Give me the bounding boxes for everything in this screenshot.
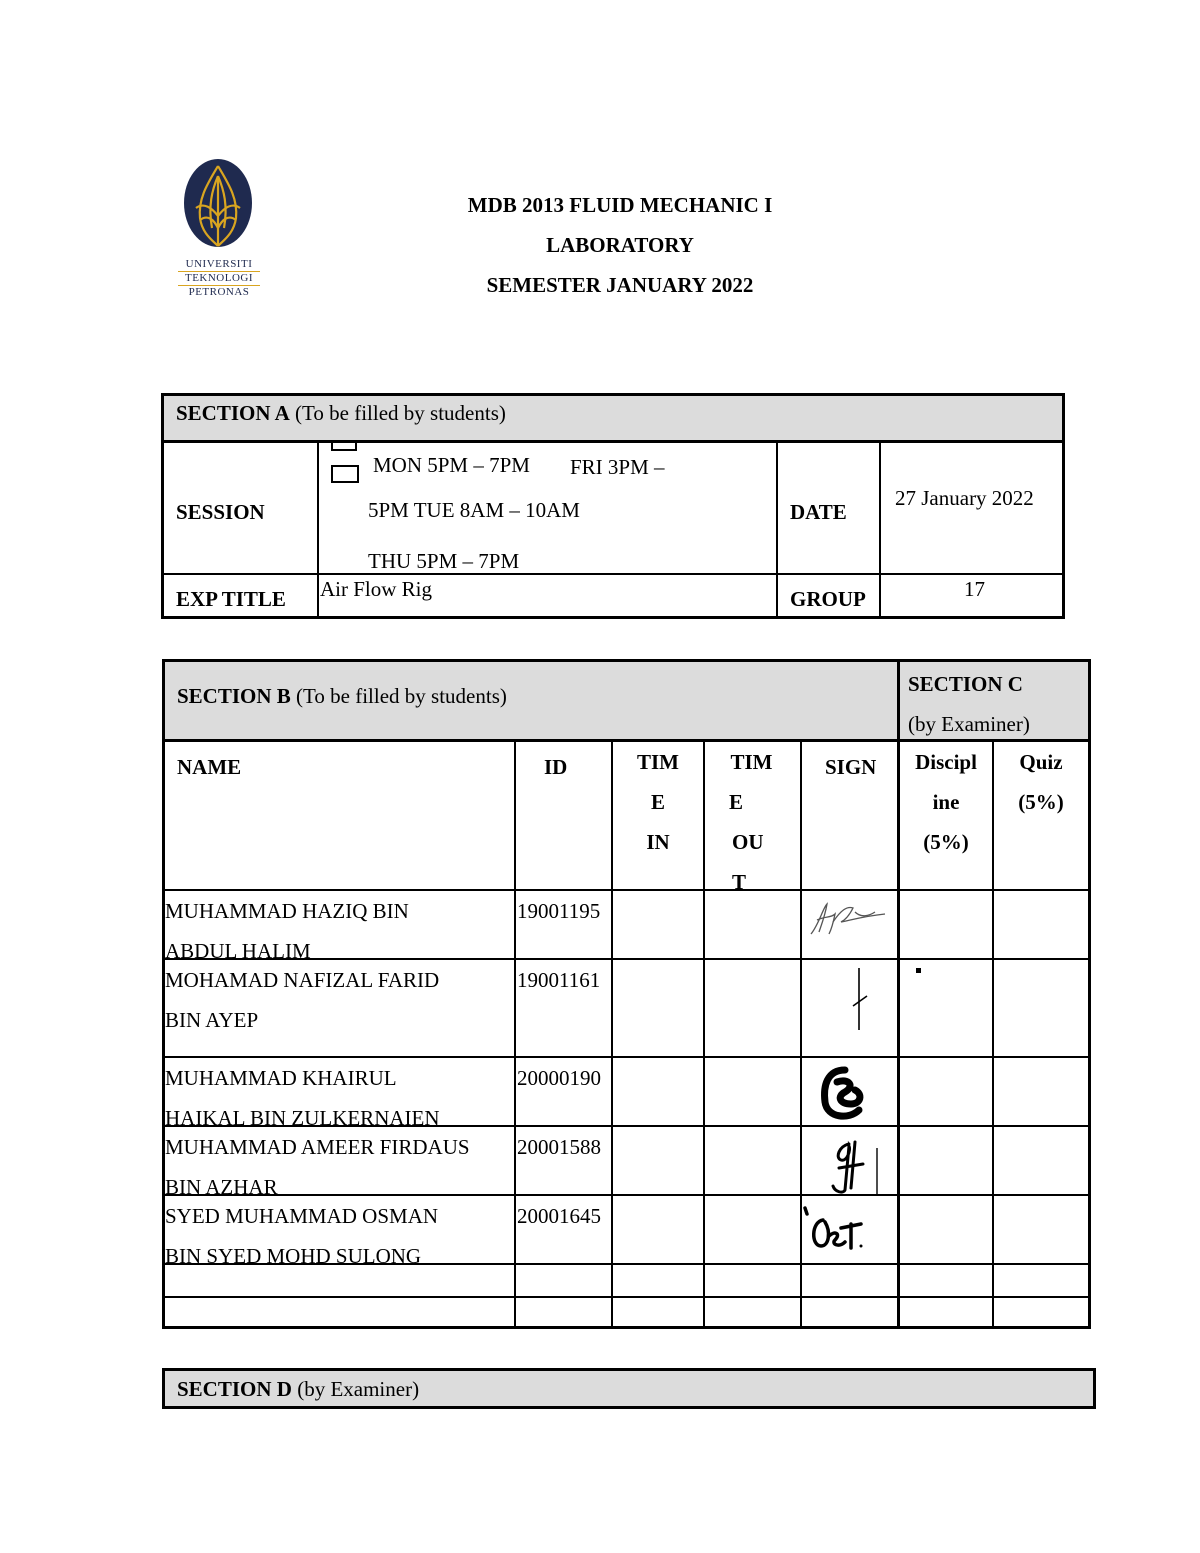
group-label: GROUP — [790, 587, 866, 611]
course-title: MDB 2013 FLUID MECHANIC I — [467, 193, 773, 217]
table-row — [165, 891, 514, 971]
student-name: BIN AYEP — [165, 1008, 259, 1032]
header-text: Discipl — [915, 750, 977, 774]
session-option: FRI 3PM – — [570, 455, 665, 479]
table-row — [165, 1058, 514, 1138]
student-id: 20000190 — [517, 1066, 601, 1090]
signature — [825, 1138, 885, 1198]
student-name: SYED MUHAMMAD OSMAN — [165, 1204, 439, 1228]
col-header-quiz — [994, 742, 1088, 822]
header-text: E — [729, 790, 744, 814]
lab-title: LABORATORY — [546, 233, 694, 257]
table-row — [165, 1196, 514, 1276]
section-a-instruction: (To be filled by students) — [289, 401, 506, 425]
student-name: BIN SYED MOHD SULONG — [165, 1244, 422, 1268]
col-header-discipline — [900, 742, 992, 862]
section-b-label: SECTION B — [177, 684, 291, 708]
logo-text-line: TEKNOLOGI — [178, 271, 260, 286]
student-name: MUHAMMAD KHAIRUL — [165, 1066, 397, 1090]
dot-mark — [916, 968, 921, 973]
col-header-name: NAME — [177, 755, 242, 779]
section-d-instruction: (by Examiner) — [291, 1377, 420, 1401]
section-a-header — [164, 396, 1062, 441]
col-header-time-out — [705, 742, 800, 902]
header-text: TIM — [730, 750, 773, 774]
student-id: 19001161 — [517, 968, 601, 992]
exp-title-value[interactable]: Air Flow Rig — [320, 577, 433, 601]
header-text: T — [732, 870, 747, 894]
date-label: DATE — [790, 500, 847, 524]
semester-title: SEMESTER JANUARY 2022 — [486, 273, 754, 297]
session-label: SESSION — [176, 500, 265, 524]
section-b-title — [177, 684, 507, 709]
student-name: BIN AZHAR — [165, 1175, 278, 1199]
signature — [801, 1202, 871, 1262]
session-checkbox[interactable] — [331, 465, 359, 483]
logo-text-line: PETRONAS — [188, 286, 250, 298]
session-checkbox[interactable] — [331, 442, 357, 451]
section-c-label: SECTION C — [908, 672, 1023, 696]
signature — [815, 1062, 875, 1126]
header-text: ine — [932, 790, 960, 814]
exp-title-label: EXP TITLE — [176, 587, 286, 611]
student-name: ABDUL HALIM — [165, 939, 311, 963]
signature — [845, 966, 875, 1032]
col-header-id: ID — [544, 755, 568, 779]
session-option: 5PM TUE 8AM – 10AM — [368, 498, 580, 522]
table-row — [165, 1127, 514, 1207]
student-id: 20001588 — [517, 1135, 601, 1159]
col-header-time-in — [613, 742, 703, 862]
session-option: MON 5PM – 7PM — [373, 453, 530, 477]
header-text: IN — [646, 830, 670, 854]
signature — [805, 894, 895, 944]
session-option: THU 5PM – 7PM — [368, 549, 520, 573]
attendance-table — [162, 659, 1091, 1329]
date-value[interactable]: 27 January 2022 — [895, 486, 1034, 510]
group-value[interactable]: 17 — [964, 577, 985, 601]
col-header-sign: SIGN — [825, 755, 877, 779]
section-c-instruction: (by Examiner) — [908, 712, 1030, 736]
header-text: E — [650, 790, 665, 814]
header-text: OU — [732, 830, 764, 854]
header-text: (5%) — [1018, 790, 1064, 814]
student-id: 20001645 — [517, 1204, 601, 1228]
table-row — [165, 960, 514, 1040]
student-name: MUHAMMAD AMEER FIRDAUS — [165, 1135, 470, 1159]
section-d-header — [162, 1368, 1096, 1409]
student-id: 19001195 — [517, 899, 601, 923]
section-a-table — [161, 393, 1065, 619]
student-name: MOHAMAD NAFIZAL FARID — [165, 968, 440, 992]
section-a-label: SECTION A — [176, 401, 290, 425]
header-text: TIM — [637, 750, 679, 774]
section-d-label: SECTION D — [177, 1377, 292, 1401]
header-text: Quiz — [1019, 750, 1063, 774]
section-b-instruction: (To be filled by students) — [290, 684, 507, 708]
header-text: (5%) — [923, 830, 969, 854]
logo-text-line: UNIVERSITI — [185, 258, 253, 270]
student-name: HAIKAL BIN ZULKERNAIEN — [165, 1106, 440, 1130]
student-name: MUHAMMAD HAZIQ BIN — [165, 899, 409, 923]
